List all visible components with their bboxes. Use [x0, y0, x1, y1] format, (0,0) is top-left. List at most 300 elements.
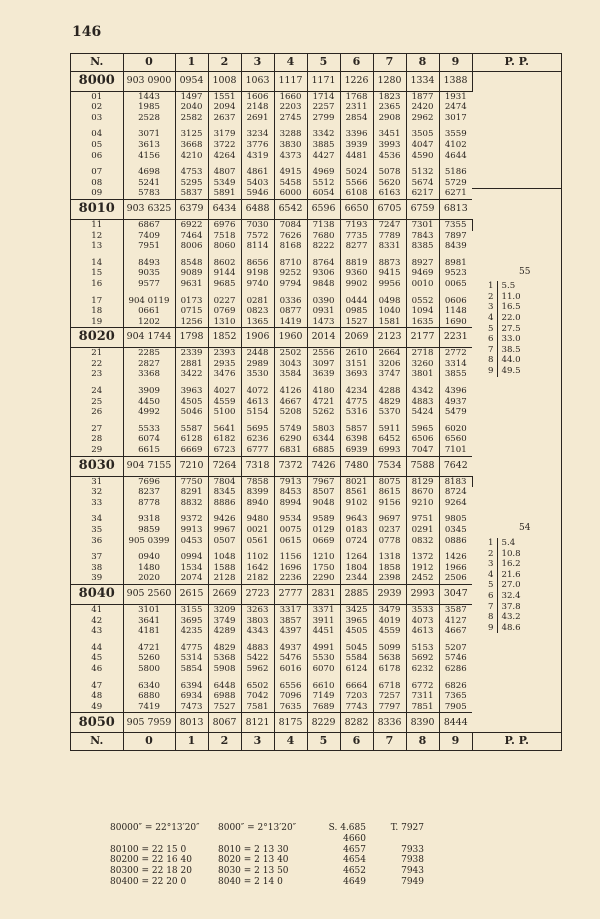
table-cell: 8291 — [175, 487, 208, 498]
table-cell: 1852 — [208, 328, 241, 348]
table-cell: 7372 — [274, 456, 307, 476]
table-cell: 3695 — [175, 616, 208, 627]
table-cell: 0823 — [241, 306, 274, 317]
pp-value: 33.0 — [501, 334, 521, 345]
table-cell: 6723 — [208, 445, 241, 456]
table-cell: 4775 — [340, 397, 373, 408]
table-cell: 9589 — [307, 514, 340, 525]
table-cell: 8399 — [241, 487, 274, 498]
table-cell: 9264 — [444, 497, 467, 508]
table-cell: 8453 — [274, 487, 307, 498]
table-cell: 7858 — [241, 476, 274, 487]
footnote-cell: 4654 — [343, 855, 366, 866]
table-cell: 3155 — [175, 604, 208, 615]
row-number: 08 — [71, 178, 123, 189]
table-cell: 1372 — [406, 552, 439, 563]
table-cell: 5153 — [406, 643, 439, 654]
table-cell: 3639 — [307, 369, 340, 380]
table-cell: 2344 — [340, 573, 373, 584]
table-cell: 9035 — [123, 268, 175, 279]
table-cell: 5368 — [208, 653, 241, 664]
table-cell: 0931 — [307, 306, 340, 317]
table-cell: 6705 — [373, 199, 406, 219]
table-cell: 2939 — [373, 584, 406, 604]
table-cell: 4481 — [340, 151, 373, 162]
table-cell: 9318 — [123, 514, 175, 525]
table-cell: 3317 — [274, 604, 307, 615]
table-cell: 0669 — [307, 536, 340, 547]
table-cell: 6939 — [340, 445, 373, 456]
table-cell: 6182 — [208, 434, 241, 445]
table-cell: 9306 — [307, 268, 340, 279]
table-cell: 2935 — [208, 359, 241, 370]
table-cell: 8175 — [274, 713, 307, 733]
table-cell: 2020 — [123, 573, 175, 584]
table-cell: 1960 — [274, 328, 307, 348]
column-header: 9 — [439, 733, 472, 750]
table-cell: 3206 — [373, 359, 406, 370]
table-row — [71, 691, 561, 702]
table-cell: 7689 — [307, 702, 340, 713]
table-cell: 8602 — [208, 258, 241, 269]
table-row — [71, 424, 561, 435]
table-cell: 0877 — [274, 306, 307, 317]
table-cell: 2610 — [340, 348, 373, 359]
table-cell: 1426 — [444, 552, 467, 563]
table-cell: 4883 — [241, 643, 274, 654]
table-cell: 4721 — [123, 643, 175, 654]
table-cell: 6542 — [274, 199, 307, 219]
table-cell: 6650 — [340, 199, 373, 219]
column-header: 7 — [373, 54, 406, 71]
table-cell: 5911 — [373, 424, 406, 435]
table-cell: 0498 — [373, 296, 406, 307]
table-cell: 8121 — [241, 713, 274, 733]
table-cell: 7096 — [274, 691, 307, 702]
table-cell: 5458 — [274, 178, 307, 189]
row-number: 14 — [71, 258, 123, 269]
table-cell: 4397 — [274, 626, 307, 637]
table-cell: 3776 — [241, 140, 274, 151]
table-cell: 4181 — [123, 626, 175, 637]
table-cell: 7264 — [208, 456, 241, 476]
pp-digit: 6 — [474, 334, 498, 345]
pp-digit: 9 — [474, 366, 498, 377]
table-cell: 4427 — [307, 151, 340, 162]
column-header: 6 — [340, 54, 373, 71]
row-number: 28 — [71, 434, 123, 445]
table-cell: 903 0900 — [123, 71, 175, 91]
table-cell: 6831 — [274, 445, 307, 456]
table-cell: 5908 — [208, 664, 241, 675]
row-number: 44 — [71, 643, 123, 654]
table-cell: 9198 — [241, 268, 274, 279]
table-cell: 5476 — [274, 653, 307, 664]
table-cell: 0940 — [123, 552, 175, 563]
table-cell: 2962 — [406, 113, 439, 124]
table-cell: 6934 — [175, 691, 208, 702]
table-cell: 3533 — [406, 604, 439, 615]
footnote-row — [110, 823, 424, 845]
table-cell: 7635 — [274, 702, 307, 713]
table-cell: 6826 — [444, 680, 467, 691]
row-number: 27 — [71, 424, 123, 435]
table-cell: 1581 — [373, 317, 406, 328]
table-cell: 0237 — [373, 525, 406, 536]
table-cell: 3909 — [123, 386, 175, 397]
footnote-cell: 4649 — [343, 876, 366, 887]
table-cell: 4991 — [307, 643, 340, 654]
table-cell: 7951 — [123, 241, 175, 252]
footnote-cell: 7933 — [401, 844, 424, 855]
table-cell: 7473 — [175, 702, 208, 713]
table-cell: 4505 — [340, 626, 373, 637]
table-cell: 7042 — [241, 691, 274, 702]
table-cell: 0507 — [208, 536, 241, 547]
table-cell: 3885 — [307, 140, 340, 151]
table-cell: 2827 — [123, 359, 175, 370]
table-cell: 7642 — [439, 456, 472, 476]
column-header: 9 — [439, 54, 472, 71]
pp-value: 44.0 — [501, 355, 521, 366]
table-cell: 7084 — [274, 219, 307, 230]
column-header: 5 — [307, 54, 340, 71]
table-cell: 7480 — [340, 456, 373, 476]
table-cell: 9415 — [373, 268, 406, 279]
table-cell: 6488 — [241, 199, 274, 219]
table-cell: 1117 — [274, 71, 307, 91]
table-cell: 8237 — [123, 487, 175, 498]
proportional-parts — [472, 476, 561, 680]
footnote-row — [110, 877, 424, 888]
table-cell: 2669 — [208, 584, 241, 604]
table-cell: 5587 — [175, 424, 208, 435]
pp-digit: 1 — [474, 281, 498, 292]
table-cell: 0281 — [241, 296, 274, 307]
table-cell: 7247 — [373, 219, 406, 230]
footnote-row — [110, 855, 424, 866]
table-cell: 5854 — [175, 664, 208, 675]
table-cell: 2014 — [307, 328, 340, 348]
pp-value: 27.5 — [501, 323, 521, 334]
table-cell: 6777 — [241, 445, 274, 456]
table-cell: 1966 — [444, 562, 467, 573]
row-number: 13 — [71, 241, 123, 252]
table-cell: 6880 — [123, 691, 175, 702]
table-cell: 7797 — [373, 702, 406, 713]
table-cell: 4644 — [444, 150, 467, 161]
table-cell: 5566 — [340, 178, 373, 189]
table-cell: 1210 — [307, 552, 340, 563]
table-cell: 7518 — [208, 231, 241, 242]
pp-digit: 8 — [474, 612, 498, 623]
table-cell: 0444 — [340, 296, 373, 307]
table-cell: 4102 — [444, 139, 467, 150]
table-cell: 8507 — [307, 487, 340, 498]
table-cell: 4667 — [444, 626, 467, 637]
table-cell: 4210 — [175, 151, 208, 162]
table-cell: 7581 — [241, 702, 274, 713]
table-cell: 1256 — [175, 317, 208, 328]
column-header: 1 — [175, 54, 208, 71]
table-cell: 5186 — [444, 167, 467, 178]
column-header: 0 — [123, 54, 175, 71]
table-cell: 3017 — [444, 112, 467, 123]
table-cell: 1202 — [123, 317, 175, 328]
table-cell: 8067 — [208, 713, 241, 733]
pp-value: 16.2 — [501, 559, 521, 570]
row-number: 24 — [71, 386, 123, 397]
row-number: 33 — [71, 498, 123, 509]
table-cell: 4721 — [307, 397, 340, 408]
table-cell: 3097 — [307, 359, 340, 370]
table-cell: 6232 — [406, 664, 439, 675]
table-cell: 3668 — [175, 140, 208, 151]
table-cell: 5512 — [307, 178, 340, 189]
table-cell: 6434 — [208, 199, 241, 219]
table-cell: 6976 — [208, 219, 241, 230]
pp-value: 37.8 — [501, 601, 521, 612]
table-cell: 1985 — [123, 102, 175, 113]
table-cell: 0994 — [175, 552, 208, 563]
row-number: 39 — [71, 573, 123, 584]
table-cell: 5837 — [175, 188, 208, 199]
table-cell: 1635 — [406, 317, 439, 328]
row-number: 02 — [71, 102, 123, 113]
table-cell: 2799 — [307, 113, 340, 124]
row-number: 22 — [71, 359, 123, 370]
table-cell: 3857 — [274, 616, 307, 627]
table-cell: 6217 — [406, 188, 439, 199]
table-cell: 6560 — [444, 434, 467, 445]
table-cell: 4698 — [123, 167, 175, 178]
row-number: 25 — [71, 397, 123, 408]
table-cell: 6340 — [123, 681, 175, 692]
column-header: 7 — [373, 733, 406, 750]
table-cell: 7419 — [123, 702, 175, 713]
table-cell: 5965 — [406, 424, 439, 435]
table-cell: 6344 — [307, 434, 340, 445]
table-cell: 4126 — [274, 386, 307, 397]
table-cell: 2285 — [123, 348, 175, 359]
table-cell: 8168 — [274, 241, 307, 252]
table-cell: 6108 — [340, 188, 373, 199]
table-cell: 6124 — [340, 664, 373, 675]
table-cell: 1912 — [406, 563, 439, 574]
table-cell: 1334 — [406, 71, 439, 91]
table-row-major — [71, 713, 561, 733]
table-cell: 0954 — [175, 71, 208, 91]
table-cell: 1171 — [307, 71, 340, 91]
table-cell: 4969 — [307, 167, 340, 178]
table-cell: 4027 — [208, 386, 241, 397]
table-cell: 6271 — [439, 188, 472, 199]
table-cell: 3179 — [208, 129, 241, 140]
table-cell: 7626 — [274, 231, 307, 242]
table-cell: 0832 — [406, 536, 439, 547]
table-cell: 4775 — [175, 643, 208, 654]
table-cell: 8994 — [274, 498, 307, 509]
table-cell: 6506 — [406, 434, 439, 445]
table-cell: 7680 — [307, 231, 340, 242]
pp-digit: 1 — [474, 538, 498, 549]
table-cell: 3151 — [340, 359, 373, 370]
table-cell: 7210 — [175, 456, 208, 476]
table-cell: 3125 — [175, 129, 208, 140]
table-cell: 4613 — [406, 626, 439, 637]
row-number: 35 — [71, 525, 123, 536]
table-cell: 8345 — [208, 487, 241, 498]
table-cell: 1040 — [373, 306, 406, 317]
table-cell: 3476 — [208, 369, 241, 380]
table-cell: 9805 — [444, 514, 467, 525]
table-cell: 0561 — [241, 536, 274, 547]
table-cell: 2420 — [406, 102, 439, 113]
table-cell: 3641 — [123, 616, 175, 627]
row-number: 06 — [71, 151, 123, 162]
table-cell: 6452 — [373, 434, 406, 445]
table-cell: 1310 — [208, 317, 241, 328]
footnote-cell: 4657 — [343, 844, 366, 855]
row-number: 03 — [71, 113, 123, 124]
pp-digit: 2 — [474, 549, 498, 560]
table-cell: 903 6325 — [123, 199, 175, 219]
table-cell: 0065 — [444, 278, 467, 289]
row-number: 42 — [71, 616, 123, 627]
table-cell: 8439 — [444, 241, 467, 252]
table-cell: 905 7959 — [123, 713, 175, 733]
pp-digit: 4 — [474, 570, 498, 581]
table-cell: 8006 — [175, 241, 208, 252]
table-cell: 9643 — [340, 514, 373, 525]
table-cell: 4343 — [241, 626, 274, 637]
table-row — [71, 188, 561, 199]
footnote-cell: 7943 — [401, 866, 424, 877]
table-cell: 3043 — [274, 359, 307, 370]
table-cell: 2528 — [123, 113, 175, 124]
table-cell: 2556 — [307, 348, 340, 359]
table-cell: 0615 — [274, 536, 307, 547]
table-cell: 3803 — [241, 616, 274, 627]
row-number: 29 — [71, 445, 123, 456]
table-cell: 7527 — [208, 702, 241, 713]
table-cell: 1931 — [444, 91, 467, 102]
table-cell: 5314 — [175, 653, 208, 664]
table-cell: 6448 — [208, 681, 241, 692]
table-cell: 4992 — [123, 407, 175, 418]
column-header: 8 — [406, 54, 439, 71]
footnote-cell: 8030 = 2 13 50 — [218, 866, 289, 877]
table-cell: 4156 — [123, 151, 175, 162]
table-cell: 2718 — [406, 348, 439, 359]
table-cell: 4883 — [406, 397, 439, 408]
table-cell: 3101 — [123, 604, 175, 615]
table-cell: 6290 — [274, 434, 307, 445]
table-cell: 0778 — [373, 536, 406, 547]
table-cell: 1906 — [241, 328, 274, 348]
table-cell: 1714 — [307, 91, 340, 102]
table-cell: 6379 — [175, 199, 208, 219]
table-cell: 6163 — [373, 188, 406, 199]
table-cell: 4289 — [208, 626, 241, 637]
table-cell: 1877 — [406, 91, 439, 102]
table-cell: 6759 — [406, 199, 439, 219]
row-number: 11 — [71, 219, 123, 230]
pp-digit: 8 — [474, 355, 498, 366]
pp-header: 55 — [519, 266, 531, 277]
table-cell: 2203 — [274, 102, 307, 113]
table-cell: 0010 — [406, 279, 439, 290]
table-cell: 1148 — [444, 306, 467, 317]
table-cell: 1419 — [274, 317, 307, 328]
table-cell: 7409 — [123, 231, 175, 242]
table-cell: 0886 — [444, 535, 467, 546]
table-cell: 2474 — [444, 102, 467, 113]
table-cell: 7804 — [208, 476, 241, 487]
table-cell: 3368 — [123, 369, 175, 380]
table-cell: 8385 — [406, 241, 439, 252]
column-header: 4 — [274, 54, 307, 71]
table-cell: 7913 — [274, 476, 307, 487]
table-cell: 5100 — [208, 407, 241, 418]
table-cell: 8075 — [373, 476, 406, 487]
table-cell: 5620 — [373, 178, 406, 189]
column-header: 5 — [307, 733, 340, 750]
table-cell: 2989 — [241, 359, 274, 370]
row-number: 48 — [71, 691, 123, 702]
table-cell: 8222 — [307, 241, 340, 252]
table-cell: 3260 — [406, 359, 439, 370]
table-cell: 1527 — [340, 317, 373, 328]
row-number: 07 — [71, 167, 123, 178]
footnote-cell: 80100 = 22 15 0 — [110, 844, 187, 855]
table-cell: 9913 — [175, 525, 208, 536]
table-cell: 9631 — [175, 279, 208, 290]
table-cell: 9685 — [208, 279, 241, 290]
table-cell: 8013 — [175, 713, 208, 733]
table-cell: 0173 — [175, 296, 208, 307]
table-cell: 5241 — [123, 178, 175, 189]
table-cell: 1156 — [274, 552, 307, 563]
table-cell: 904 1744 — [123, 328, 175, 348]
table-cell: 5946 — [241, 188, 274, 199]
table-cell: 4753 — [175, 167, 208, 178]
table-cell: 8764 — [307, 258, 340, 269]
table-row — [71, 434, 561, 445]
table-cell: 4373 — [274, 151, 307, 162]
column-header: P. P. — [472, 733, 561, 750]
row-number: 21 — [71, 348, 123, 359]
table-cell: 2993 — [406, 584, 439, 604]
table-cell: 8819 — [340, 258, 373, 269]
table-cell: 5422 — [241, 653, 274, 664]
row-number: 12 — [71, 231, 123, 242]
table-cell: 5891 — [208, 188, 241, 199]
column-header: N. — [71, 733, 123, 750]
table-cell: 2236 — [274, 573, 307, 584]
table-cell: 1551 — [208, 91, 241, 102]
table-cell: 6020 — [444, 423, 467, 434]
table-cell: 5783 — [123, 188, 175, 199]
table-cell: 6178 — [373, 664, 406, 675]
table-row — [71, 476, 561, 487]
table-cell: 2365 — [373, 102, 406, 113]
pp-value: 16.5 — [501, 302, 521, 313]
table-cell: 6556 — [274, 681, 307, 692]
table-cell: 3505 — [406, 129, 439, 140]
table-cell: 1497 — [175, 91, 208, 102]
row-number: 37 — [71, 552, 123, 563]
